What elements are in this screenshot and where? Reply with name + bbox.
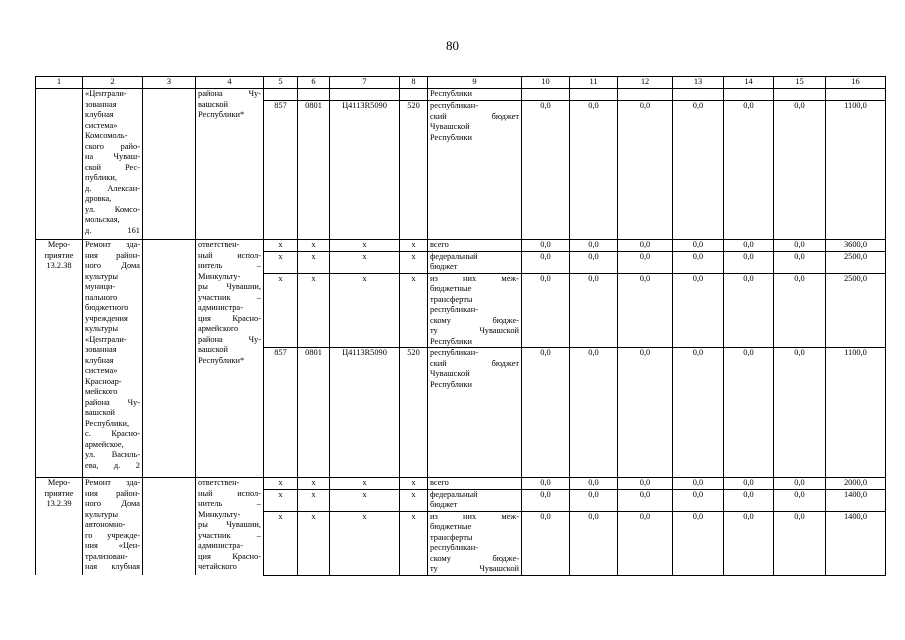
expense-cell: х (400, 251, 428, 273)
grbs-cell: х (264, 240, 298, 252)
grbs-cell: х (264, 273, 298, 348)
header-cell: 4 (196, 77, 264, 89)
section-cell: 0801 (298, 101, 330, 240)
target-cell: х (330, 251, 400, 273)
header-cell: 3 (143, 77, 196, 89)
value-cell: 0,0 (570, 240, 618, 252)
value-cell: 0,0 (570, 478, 618, 490)
header-cell: 12 (618, 77, 673, 89)
table-row (36, 240, 886, 252)
grbs-cell: х (264, 489, 298, 511)
target-cell: х (330, 489, 400, 511)
header-cell: 13 (673, 77, 724, 89)
value-cell: 0,0 (618, 251, 673, 273)
value-cell: 0,0 (570, 489, 618, 511)
value-cell: 0,0 (570, 273, 618, 348)
value-cell: 1100,0 (826, 101, 886, 240)
expense-cell: х (400, 511, 428, 575)
value-cell: 0,0 (724, 489, 774, 511)
executor-cell: района Чу- вашской Республики* (196, 89, 264, 240)
target-cell: х (330, 478, 400, 490)
budget-table (35, 76, 886, 576)
event-cell (36, 89, 83, 240)
value-cell: 0,0 (618, 101, 673, 240)
empty-cell (143, 478, 196, 576)
value-cell: 0,0 (570, 511, 618, 575)
value-cell: 2500,0 (826, 251, 886, 273)
source-cell: из них меж- бюджетные трансферты республикан- скому бюдже- ту Чувашской Республики (428, 273, 522, 348)
value-cell: 0,0 (618, 348, 673, 478)
header-cell: 10 (522, 77, 570, 89)
section-cell: х (298, 273, 330, 348)
value-cell: 0,0 (522, 478, 570, 490)
value-cell: 0,0 (724, 273, 774, 348)
event-cell: Меро- приятие 13.2.39 (36, 478, 83, 576)
header-cell: 5 (264, 77, 298, 89)
header-cell: 14 (724, 77, 774, 89)
value-cell: 0,0 (522, 348, 570, 478)
value-cell: 2500,0 (826, 273, 886, 348)
value-cell: 0,0 (774, 101, 826, 240)
table-row (36, 89, 886, 101)
header-cell: 1 (36, 77, 83, 89)
value-cell: 0,0 (522, 489, 570, 511)
value-cell: 0,0 (673, 273, 724, 348)
value-cell: 0,0 (673, 489, 724, 511)
header-cell: 8 (400, 77, 428, 89)
header-cell: 7 (330, 77, 400, 89)
value-cell: 0,0 (774, 240, 826, 252)
section-cell: 0801 (298, 348, 330, 478)
object-cell: Ремонт зда- ния район- ного Дома культуры автономно- го учрежде- ния «Цен- трализован- ная клубная (83, 478, 143, 576)
header-cell: 15 (774, 77, 826, 89)
value-cell: 0,0 (522, 240, 570, 252)
value-cell: 0,0 (618, 273, 673, 348)
value-cell: 0,0 (618, 511, 673, 575)
value-cell: 0,0 (724, 101, 774, 240)
target-cell: Ц4113R5090 (330, 101, 400, 240)
value-cell: 0,0 (673, 240, 724, 252)
header-cell: 6 (298, 77, 330, 89)
section-cell: х (298, 251, 330, 273)
value-cell: 3600,0 (826, 240, 886, 252)
value-cell: 0,0 (618, 478, 673, 490)
table-row (36, 478, 886, 490)
header-cell: 16 (826, 77, 886, 89)
header-row (36, 77, 886, 89)
value-cell: 0,0 (570, 348, 618, 478)
value-cell: 1400,0 (826, 489, 886, 511)
value-cell: 0,0 (522, 251, 570, 273)
value-cell: 0,0 (673, 478, 724, 490)
target-cell: х (330, 240, 400, 252)
header-cell: 11 (570, 77, 618, 89)
event-cell: Меро- приятие 13.2.38 (36, 240, 83, 478)
grbs-cell: 857 (264, 101, 298, 240)
value-cell: 0,0 (618, 240, 673, 252)
value-cell: 0,0 (724, 511, 774, 575)
grbs-cell: х (264, 251, 298, 273)
target-cell: Ц4113R5090 (330, 348, 400, 478)
value-cell: 1100,0 (826, 348, 886, 478)
value-cell: 0,0 (522, 101, 570, 240)
value-cell: 2000,0 (826, 478, 886, 490)
value-cell: 0,0 (570, 251, 618, 273)
value-cell: 0,0 (724, 478, 774, 490)
grbs-cell: 857 (264, 348, 298, 478)
source-cell: республикан- ский бюджет Чувашской Республики (428, 348, 522, 478)
target-cell: х (330, 273, 400, 348)
value-cell: 0,0 (724, 348, 774, 478)
value-cell: 0,0 (774, 251, 826, 273)
source-cell: федеральный бюджет (428, 489, 522, 511)
value-cell: 0,0 (774, 478, 826, 490)
section-cell: х (298, 240, 330, 252)
object-cell: «Централи- зованная клубная система» Комсомоль- ского райо- на Чуваш- ской Рес- публики, д. Алексан- дровка, ул. Комсо- мольская, д. 161 (83, 89, 143, 240)
value-cell: 0,0 (673, 348, 724, 478)
value-cell: 0,0 (570, 101, 618, 240)
empty-cell (143, 240, 196, 478)
target-cell: х (330, 511, 400, 575)
value-cell: 0,0 (774, 348, 826, 478)
source-cell: из них меж- бюджетные трансферты республикан- скому бюдже- ту Чувашской (428, 511, 522, 575)
value-cell: 0,0 (673, 251, 724, 273)
value-cell: 0,0 (774, 489, 826, 511)
section-cell: х (298, 511, 330, 575)
source-cell: всего (428, 240, 522, 252)
source-cell: федеральный бюджет (428, 251, 522, 273)
value-cell: 0,0 (522, 273, 570, 348)
value-cell: 0,0 (673, 101, 724, 240)
source-cell: всего (428, 478, 522, 490)
page-number: 80 (446, 38, 459, 53)
expense-cell: х (400, 478, 428, 490)
value-cell: 1400,0 (826, 511, 886, 575)
expense-cell: х (400, 489, 428, 511)
value-cell: 0,0 (724, 251, 774, 273)
expense-cell: х (400, 273, 428, 348)
value-cell: 0,0 (774, 273, 826, 348)
expense-cell: х (400, 240, 428, 252)
expense-cell: 520 (400, 348, 428, 478)
grbs-cell: х (264, 511, 298, 575)
executor-cell: ответствен- ный испол- нитель – Минкульту- ры Чувашии, участник – администра- ция Красно- армейского района Чу- вашской Республики* (196, 240, 264, 478)
value-cell: 0,0 (673, 511, 724, 575)
header-cell: 9 (428, 77, 522, 89)
source-cell: Республики (428, 89, 522, 101)
section-cell: х (298, 478, 330, 490)
object-cell: Ремонт зда- ния район- ного Дома культуры муници- пального бюджетного учреждения культуры «Централи- зованная клубная система» Красноар- мейского района Чу- вашской Республики, с. Красно- армейское, ул. Василь- ева, д. 2 (83, 240, 143, 478)
source-cell: республикан- ский бюджет Чувашской Республики (428, 101, 522, 240)
header-cell: 2 (83, 77, 143, 89)
value-cell: 0,0 (724, 240, 774, 252)
value-cell: 0,0 (774, 511, 826, 575)
section-cell: х (298, 489, 330, 511)
value-cell: 0,0 (522, 511, 570, 575)
grbs-cell: х (264, 478, 298, 490)
expense-cell: 520 (400, 101, 428, 240)
empty-cell (143, 89, 196, 240)
value-cell: 0,0 (618, 489, 673, 511)
executor-cell: ответствен- ный испол- нитель – Минкульту- ры Чувашии, участник – администра- ция Красно- четайского (196, 478, 264, 576)
